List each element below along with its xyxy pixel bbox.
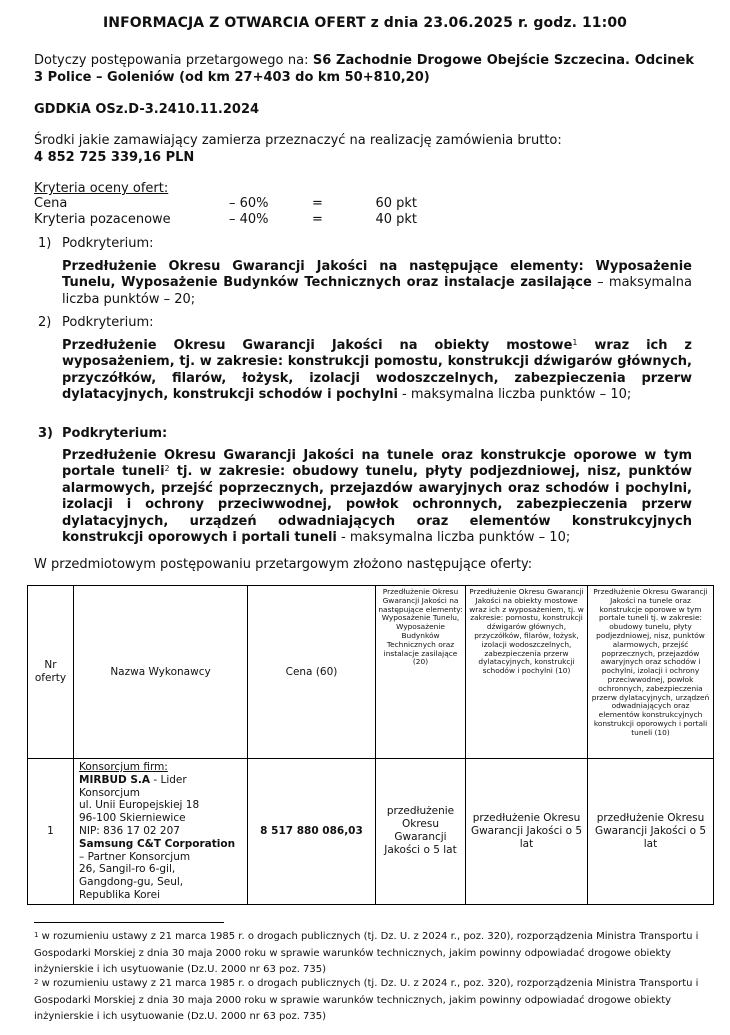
- subcriterion-3-text: [62, 448, 692, 546]
- offers-intro: W przedmiotowym postępowaniu przetargowym złożono następujące oferty:: [34, 557, 533, 572]
- partner-name: Samsung C&T Corporation: [79, 837, 236, 850]
- subcriterion-label: Podkryterium:: [62, 315, 154, 330]
- leader-line: [79, 774, 245, 800]
- header-criterion-1: Przedłużenie Okresu Gwarancji Jakości na następujące elementy: Wyposażenie Tunelu, Wyposażenie Budynków Technicznych oraz instalacje zasilające (20): [376, 586, 466, 759]
- contractor-cell: [74, 759, 248, 905]
- subcriterion-2-rest: - maksymalna liczba punktów – 10;: [397, 387, 632, 403]
- offer-price: 8 517 880 086,03: [248, 759, 376, 905]
- partner-role: – Partner Konsorcjum: [79, 850, 191, 863]
- header-criterion-2: Przedłużenie Okresu Gwarancji Jakości na obiekty mostowe wraz ich z wyposażeniem, tj. w zakresie: pomostu, konstrukcji dźwigarów głównych, przyczółków, filarów, łożysk, izolacji wodoszczelnych, zabezpieczenia przerw dylatacyjnych, konstrukcji schodów i pochylni (10): [466, 586, 588, 759]
- subcriterion-1-bold: Przedłużenie Okresu Gwarancji Jakości na następujące elementy: Wyposażenie Tunelu, Wyposażenie Budynków Technicznych oraz instalacje zasilające: [62, 259, 692, 291]
- offer-number: 1: [28, 759, 74, 905]
- header-offer-number: Nr oferty: [28, 586, 74, 759]
- subcriterion-2-text: [62, 338, 692, 404]
- subcriterion-3-bold-a: Przedłużenie Okresu Gwarancji Jakości na tunele oraz konstrukcje oporowe w tym portale tuneli: [62, 448, 692, 480]
- footnote-2: [34, 976, 704, 1026]
- subcriterion-number: 3): [38, 426, 53, 441]
- header-contractor-name: Nazwa Wykonawcy: [74, 586, 248, 759]
- criteria-name: Cena: [34, 196, 68, 211]
- footnote-separator: [34, 922, 224, 923]
- budget-amount: 4 852 725 339,16 PLN: [34, 150, 195, 165]
- subcriterion-label: Podkryterium:: [62, 236, 154, 251]
- offers-table: [27, 585, 714, 905]
- subcriterion-2-bold-a: Przedłużenie Okresu Gwarancji Jakości na obiekty mostowe: [62, 338, 573, 353]
- offer-criterion-1: przedłużenie Okresu Gwarancji Jakości o 5 lat: [376, 759, 466, 905]
- subcriterion-1-rest: – maksymalna liczba punktów – 20;: [62, 275, 692, 307]
- page-title: INFORMACJA Z OTWARCIA OFERT z dnia 23.06.2025 r. godz. 11:00: [102, 15, 628, 31]
- subcriterion-1-text: [62, 259, 692, 308]
- partner-address-3: Republika Korei: [79, 888, 161, 901]
- footnote-text: w rozumieniu ustawy z 21 marca 1985 r. o drogach publicznych (tj. Dz. U. z 2024 r., poz. 320), rozporządzenia Ministra Transportu i Gospodarki Morskiej z dnia 30 maja 2000 roku w sprawie warunków technicznych, jakim powinny odpowiadać drogowe obiekty inżynierskie i ich usytuowanie (Dz.U. 2000 nr 63 poz. 735): [34, 978, 699, 1022]
- footnote-ref-1: 1: [572, 338, 578, 347]
- criteria-eq: =: [312, 212, 323, 227]
- criteria-row: [34, 195, 694, 212]
- footnote-text: w rozumieniu ustawy z 21 marca 1985 r. o drogach publicznych (tj. Dz. U. z 2024 r., poz. 320), rozporządzenia Ministra Transportu i Gospodarki Morskiej z dnia 30 maja 2000 roku w sprawie warunków technicznych, jakim powinny odpowiadać drogowe obiekty inżynierskie i ich usytuowanie (Dz.U. 2000 nr 63 poz. 735): [34, 931, 699, 975]
- leader-address-1: ul. Unii Europejskiej 18: [79, 799, 200, 812]
- subcriterion-number: 1): [38, 236, 52, 251]
- footnote-mark: 2: [34, 978, 39, 986]
- footnote-1: [34, 929, 704, 979]
- subcriterion-label: Podkryterium:: [62, 426, 168, 441]
- subcriterion-3-rest: - maksymalna liczba punktów – 10;: [336, 530, 571, 546]
- leader-nip: NIP: 836 17 02 207: [79, 824, 180, 837]
- leader-name: MIRBUD S.A: [79, 773, 151, 786]
- leader-address-2: 96-100 Skierniewice: [79, 812, 186, 825]
- criteria-pts: 40 pkt: [375, 212, 417, 227]
- footnote-mark: 1: [34, 931, 39, 939]
- criteria-pct: – 40%: [229, 212, 269, 227]
- offer-criterion-2: przedłużenie Okresu Gwarancji Jakości o 5 lat: [466, 759, 588, 905]
- footnote-ref-2: 2: [164, 464, 170, 474]
- criteria-heading: Kryteria oceny ofert:: [34, 181, 169, 196]
- offer-criterion-3: przedłużenie Okresu Gwarancji Jakości o 5 lat: [588, 759, 714, 905]
- criteria-row: [34, 211, 694, 228]
- subcriterion-2-bold-b: wraz ich z wyposażeniem, tj. w zakresie: konstrukcji pomostu, konstrukcji dźwigarów głównych, przyczółków, filarów, łożysk, izolacji wodoszczelnych, zabezpieczenia przerw dylatacyjnych, konstrukcji schodów i pochylni: [62, 338, 692, 403]
- partner-address-1: 26, Sangil-ro 6-gil,: [79, 863, 176, 876]
- subject-name: S6 Zachodnie Drogowe Obejście Szczecina. Odcinek 3 Police – Goleniów (od km 27+403 do km 50+810,20): [34, 53, 695, 85]
- table-header-row: [28, 586, 714, 759]
- partner-address-2: Gangdong-gu, Seul,: [79, 876, 184, 889]
- budget-label: Środki jakie zamawiający zamierza przeznaczyć na realizację zamówienia brutto:: [34, 133, 562, 148]
- subject-prefix: Dotyczy postępowania przetargowego na:: [34, 53, 313, 68]
- header-price: Cena (60): [248, 586, 376, 759]
- subcriterion-3-bold-b: tj. w zakresie: obudowy tunelu, płyty podjezdniowej, nisz, punktów alarmowych, przejść poprzecznych, przejazdów awaryjnych oraz schodów i pochylni, izolacji i ochrony przeciwwodnej, powłok ochronnych, zabezpieczenia przerw dylatacyjnych, urządzeń odwadniających oraz elementów konstrukcyjnych konstrukcji oporowych i portali tuneli: [62, 464, 692, 546]
- procurement-subject: [34, 52, 694, 86]
- table-row: [28, 759, 714, 905]
- header-criterion-3: Przedłużenie Okresu Gwarancji Jakości na tunele oraz konstrukcje oporowe w tym portale tuneli tj. w zakresie: obudowy tunelu, płyty podjezdniowej, nisz, punktów alarmowych, przejść poprzecznych, przejazdów awaryjnych oraz schodów i pochylni, izolacji i ochrony przeciwwodnej, powłok ochronnych, zabezpieczenia przerw dylatacyjnych, urządzeń odwadniających oraz elementów konstrukcyjnych konstrukcji oporowych i portali tuneli (10): [588, 586, 714, 759]
- consortium-label: Konsorcjum firm:: [79, 761, 168, 773]
- reference-number: GDDKiA OSz.D-3.2410.11.2024: [34, 102, 260, 117]
- criteria-eq: =: [312, 196, 323, 211]
- criteria-pct: – 60%: [229, 196, 269, 211]
- subcriterion-number: 2): [38, 315, 52, 330]
- criteria-name: Kryteria pozacenowe: [34, 212, 171, 227]
- criteria-pts: 60 pkt: [375, 196, 417, 211]
- leader-role: - Lider Konsorcjum: [79, 773, 187, 799]
